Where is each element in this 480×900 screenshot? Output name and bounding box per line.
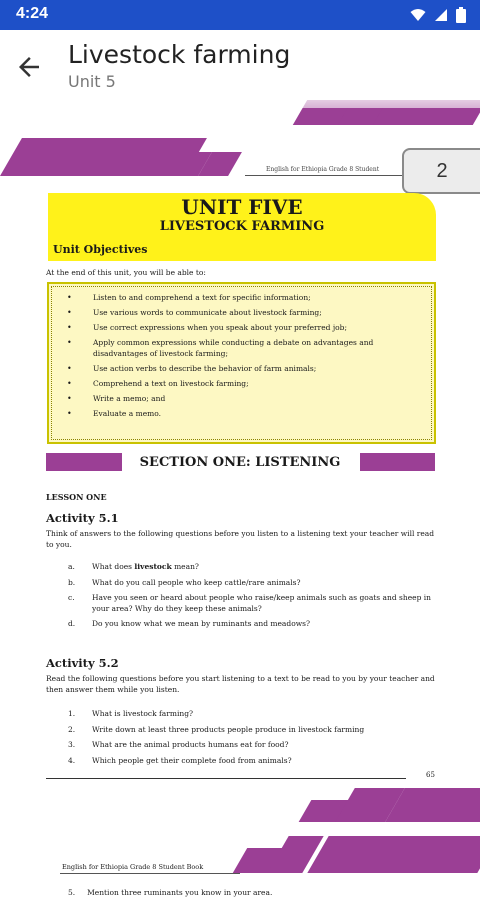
question-item: b. What do you call people who keep cattle/rare animals? (68, 577, 301, 587)
status-bar (0, 0, 480, 30)
activity-title: Activity 5.2 (46, 656, 119, 670)
question-marker: b. (68, 577, 76, 587)
objective-item: • Use various words to communicate about livestock farming; (67, 307, 407, 318)
question-item: a. What does livestock mean? (68, 562, 199, 571)
objective-item: • Apply common expressions while conducting a debate on advantages and disadvantages of livestock farming; (67, 337, 407, 359)
next-page-header: English for Ethiopia Grade 8 Student Book (62, 863, 204, 871)
objective-item: • Use action verbs to describe the behavior of farm animals; (67, 363, 407, 374)
question-marker: 1. (68, 709, 76, 718)
lesson-heading: LESSON ONE (46, 492, 107, 502)
question-marker: 3. (68, 740, 76, 749)
unit-title: UNIT FIVE (181, 195, 303, 219)
question-marker: c. (68, 593, 75, 602)
page-number-badge[interactable]: 2 (402, 148, 480, 194)
page-number: 65 (426, 771, 435, 779)
objective-item: • Use correct expressions when you speak about your preferred job; (67, 322, 407, 333)
page-header-line (245, 175, 405, 176)
section-bar-left (46, 453, 122, 471)
question-marker: d. (68, 619, 76, 628)
question-item: c. Have you seen or heard about people who raise/keep animals such as goats and sheep in your area? Why do they keep these animals? (68, 593, 431, 613)
battery-icon (456, 7, 466, 23)
app-bar (0, 30, 480, 108)
document-page[interactable] (0, 100, 480, 900)
question-marker: 2. (68, 724, 76, 734)
back-button[interactable] (14, 52, 44, 82)
question-item: 3. What are the animal products humans eat for food? (68, 740, 289, 749)
app-title: Livestock farming (68, 40, 291, 69)
question-marker: a. (68, 562, 75, 571)
objective-item: • Comprehend a text on livestock farming; (67, 378, 407, 389)
status-time: 4:24 (16, 5, 49, 22)
section-title: SECTION ONE: LISTENING (139, 455, 341, 470)
question-item: 1. What is livestock farming? (68, 709, 194, 718)
objectives-box (47, 282, 436, 444)
activity-title: Activity 5.1 (46, 511, 119, 525)
activity-instruction: Read the following questions before you start listening to a text to be read to you by your teacher and then answer them while you listen. (46, 674, 435, 694)
question-marker: 5. (68, 888, 76, 897)
question-list (68, 562, 432, 635)
next-page-header-line (60, 873, 240, 874)
unit-title-box (48, 193, 436, 261)
section-bar-right (360, 453, 435, 471)
signal-icon (434, 8, 448, 22)
question-item: 5. Mention three ruminants you know in your area. (68, 888, 273, 897)
app-subtitle: Unit 5 (68, 72, 116, 91)
objective-item: • Write a memo; and (67, 393, 407, 404)
objective-item: • Evaluate a memo. (67, 408, 407, 419)
status-icons (410, 7, 466, 23)
decor-stripe (307, 836, 480, 873)
back-arrow-icon (14, 52, 44, 82)
question-item: 2. Write down at least three products people produce in livestock farming (68, 724, 365, 734)
question-marker: 4. (68, 755, 76, 765)
wifi-icon (410, 8, 426, 22)
question-item: d. Do you know what we mean by ruminants and meadows? (68, 619, 311, 628)
question-item: 4. Which people get their complete food from animals? (68, 755, 292, 765)
page-header-text: English for Ethiopia Grade 8 Student (266, 166, 380, 173)
objectives-title: Unit Objectives (53, 243, 148, 256)
objectives-intro: At the end of this unit, you will be able to: (46, 268, 206, 277)
activity-instruction: Think of answers to the following questions before you listen to a listening text your teacher will read to you. (46, 529, 435, 549)
objective-item: • Listen to and comprehend a text for specific information; (67, 292, 407, 303)
objectives-list (67, 292, 407, 423)
unit-subtitle: LIVESTOCK FARMING (159, 219, 325, 234)
footer-rule (46, 778, 406, 779)
question-list (68, 709, 432, 771)
